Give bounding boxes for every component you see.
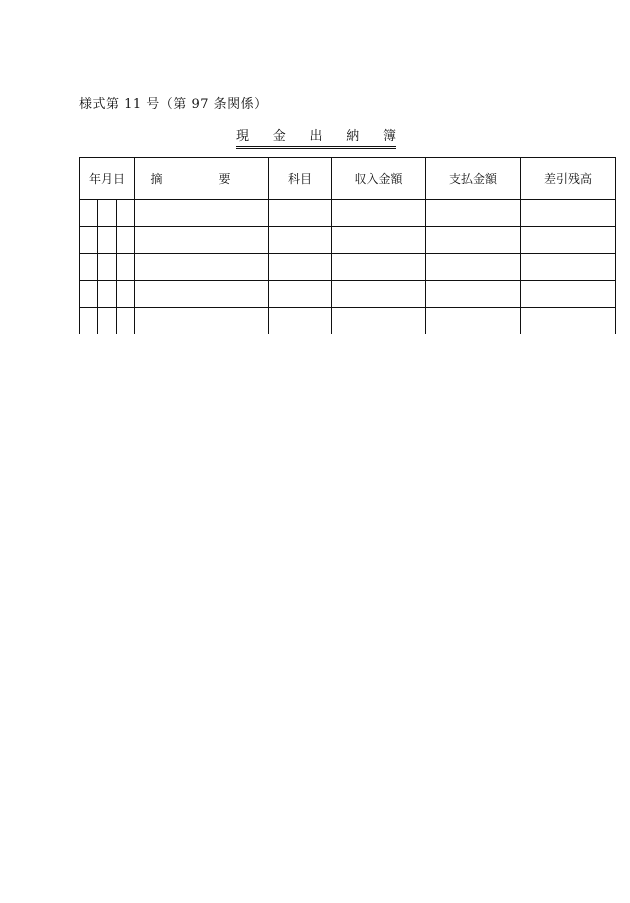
- month-cell: [98, 308, 117, 335]
- month-cell: [98, 281, 117, 308]
- ledger-body: [80, 200, 616, 335]
- year-cell: [80, 281, 98, 308]
- payment-cell: [426, 281, 521, 308]
- month-cell: [98, 254, 117, 281]
- income-cell: [332, 227, 426, 254]
- summary-cell: [135, 308, 269, 335]
- income-cell: [332, 200, 426, 227]
- summary-cell: [135, 227, 269, 254]
- account-cell: [269, 254, 332, 281]
- balance-cell: [521, 281, 616, 308]
- year-cell: [80, 227, 98, 254]
- table-row: [80, 308, 616, 335]
- year-cell: [80, 254, 98, 281]
- payment-cell: [426, 254, 521, 281]
- summary-cell: [135, 254, 269, 281]
- day-cell: [117, 200, 135, 227]
- month-cell: [98, 227, 117, 254]
- year-cell: [80, 308, 98, 335]
- payment-cell: [426, 200, 521, 227]
- payment-cell: [426, 227, 521, 254]
- day-cell: [117, 254, 135, 281]
- title-char: 納: [346, 129, 360, 144]
- table-row: [80, 254, 616, 281]
- col-income: 収入金額: [332, 158, 426, 200]
- payment-cell: [426, 308, 521, 335]
- income-cell: [332, 308, 426, 335]
- account-cell: [269, 281, 332, 308]
- day-cell: [117, 227, 135, 254]
- account-cell: [269, 227, 332, 254]
- title-char: 出: [309, 129, 323, 144]
- title-char: 現: [236, 129, 250, 144]
- balance-cell: [521, 308, 616, 335]
- table-row: [80, 200, 616, 227]
- day-cell: [117, 281, 135, 308]
- table-row: [80, 281, 616, 308]
- summary-cell: [135, 200, 269, 227]
- income-cell: [332, 254, 426, 281]
- table-row: [80, 227, 616, 254]
- form-number: 様式第 11 号（第 97 条関係）: [79, 97, 268, 112]
- balance-cell: [521, 200, 616, 227]
- balance-cell: [521, 227, 616, 254]
- col-account: 科目: [269, 158, 332, 200]
- income-cell: [332, 281, 426, 308]
- col-payment: 支払金額: [426, 158, 521, 200]
- title-char: 金: [272, 129, 286, 144]
- cash-ledger-table: [79, 157, 616, 334]
- account-cell: [269, 200, 332, 227]
- summary-cell: [135, 281, 269, 308]
- col-date: 年月日: [80, 158, 135, 200]
- header-row: [80, 158, 616, 200]
- day-cell: [117, 308, 135, 335]
- col-balance: 差引残高: [521, 158, 616, 200]
- month-cell: [98, 200, 117, 227]
- account-cell: [269, 308, 332, 335]
- col-summary: 摘 要: [135, 158, 269, 200]
- balance-cell: [521, 254, 616, 281]
- document-title: [236, 125, 396, 149]
- title-char: 簿: [382, 129, 396, 144]
- year-cell: [80, 200, 98, 227]
